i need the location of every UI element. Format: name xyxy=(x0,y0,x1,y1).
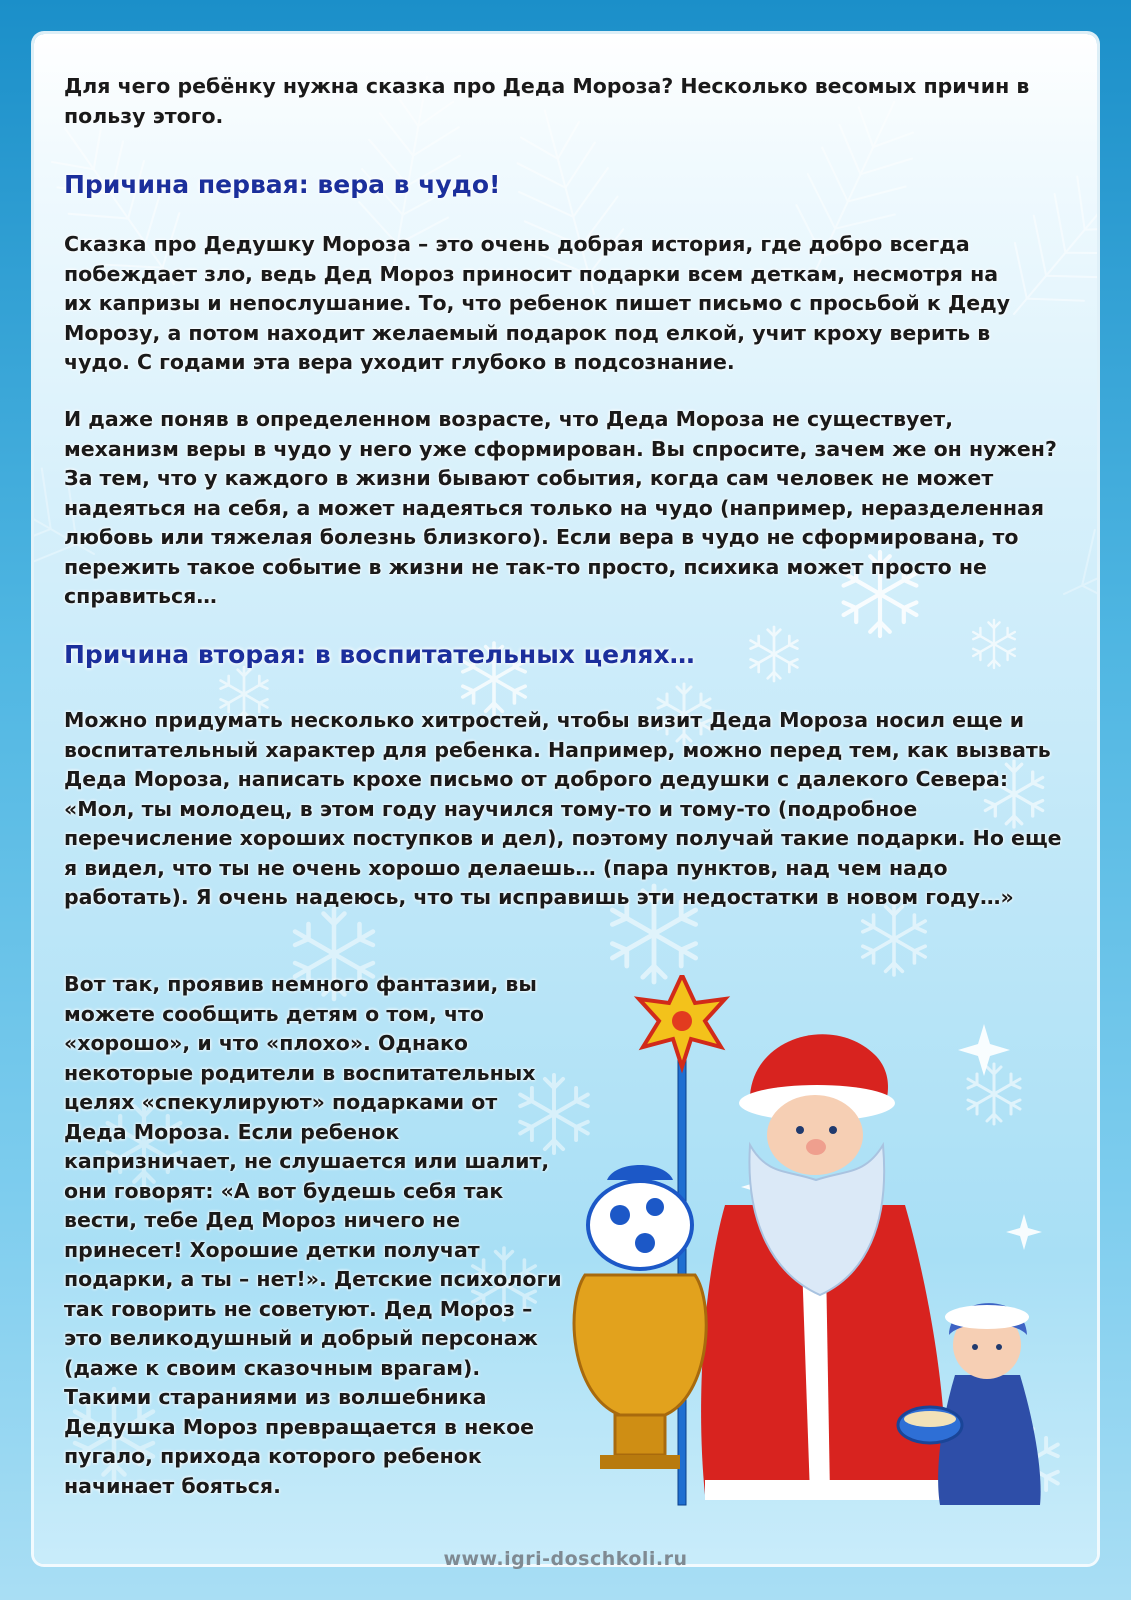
staff xyxy=(678,1035,686,1505)
section-2-paragraph-2: Вот так, проявив немного фантазии, вы можете сообщить детям о том, что «хорошо», и что «плохо». Однако некоторые родители в воспитательных целях «спекулируют» подарками от Деда Мороза. Если ребенок капризничает, не слушается или шалит, они говорят: «А вот будешь себя так вести, тебе Дед Мороз ничего не принесет! Хорошие детки получат подарки, а ты – нет!». Детские психологи так говорить не советуют. Дед Мороз – это великодушный и добрый персонаж (даже к своим сказочным врагам). Такими стараниями из волшебника Дедушка Мороз превращается в некое пугало, прихода которого ребенок начинает бояться. xyxy=(64,972,562,1498)
section-1-paragraph-1: Сказка про Дедушку Мороза – это очень добрая история, где добро всегда побеждает зло, ведь Дед Мороз приносит подарки всем деткам, несмотря на их капризы и непослушание. То, что ребенок пишет письмо с просьбой к Деду Морозу, а потом находит желаемый подарок под елкой, учит кроху верить в чудо. С годами эта вера уходит глубоко в подсознание. xyxy=(64,232,1011,374)
section-2-paragraph-1: Можно придумать несколько хитростей, чтобы визит Деда Мороза носил еще и воспитательный характер для ребенка. Например, можно перед тем, как вызвать Деда Мороза, написать крохе письмо от доброго дедушки с далекого Севера: «Мол, ты молодец, в этом году научился тому-то и тому-то (подробное перечисление хороших поступков и дел), поэтому получай такие подарки. Но еще я видел, что ты не очень хорошо делаешь… (пара пунктов, над чем надо работать). Я очень надеюсь, что ты исправишь эти недостатки в новом году…» xyxy=(64,708,1062,909)
section-1-heading: Причина первая: вера в чудо! xyxy=(64,170,501,199)
section-2-heading: Причина вторая: в воспитательных целях… xyxy=(64,640,695,669)
section-1-paragraph-2: И даже поняв в определенном возрасте, что Деда Мороза не существует, механизм веры в чудо у него уже сформирован. Вы спросите, зачем же он нужен? За тем, что у каждого в жизни бывают события, когда сам человек не может надеяться на себя, а может надеяться только на чудо (например, неразделенная любовь или тяжелая болезнь близкого). Если вера в чудо не сформирована, то пережить такое событие в жизни не так-то просто, психика может просто не справиться… xyxy=(64,407,1057,608)
ded-moroz-illustration-icon xyxy=(545,975,1045,1515)
footer-website: www.igri-doschkoli.ru xyxy=(443,1548,688,1570)
intro-paragraph: Для чего ребёнку нужна сказка про Деда Мороза? Несколько весомых причин в пользу этого. xyxy=(64,74,1030,128)
